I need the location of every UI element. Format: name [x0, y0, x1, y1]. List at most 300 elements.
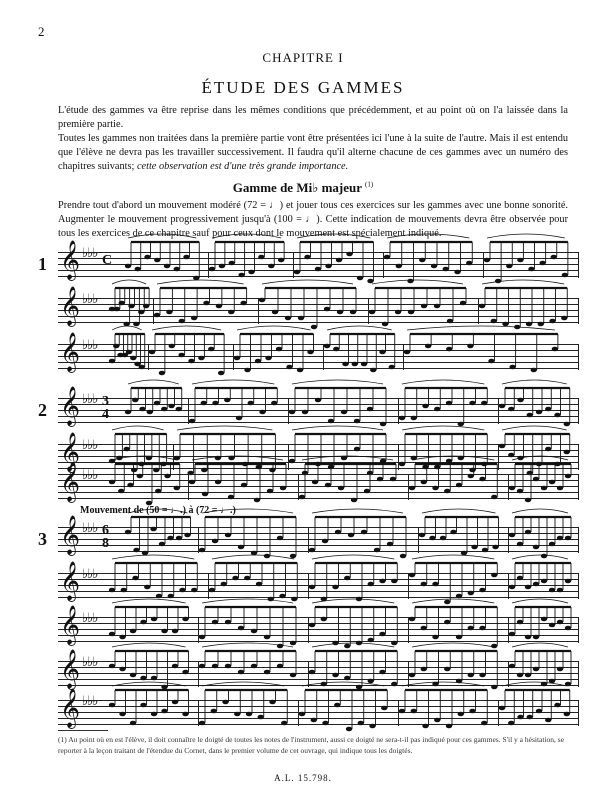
note-head	[541, 554, 547, 559]
note-head	[479, 588, 485, 593]
note-head	[256, 465, 262, 470]
note-head	[395, 310, 401, 315]
note-head	[444, 667, 450, 672]
note-head	[466, 261, 472, 266]
note-head	[411, 416, 417, 421]
note-head	[271, 401, 277, 406]
note-head	[201, 468, 207, 473]
slur	[402, 426, 484, 430]
note-head	[119, 635, 125, 640]
note-head	[199, 548, 205, 553]
note-head	[517, 258, 523, 263]
note-head	[189, 480, 195, 485]
note-head	[144, 255, 150, 260]
note-head	[267, 489, 273, 494]
note-head	[302, 410, 308, 415]
note-head	[431, 264, 437, 269]
note-head	[502, 322, 508, 327]
note-head	[153, 468, 159, 473]
note-head	[517, 673, 523, 678]
note-head	[443, 267, 449, 272]
note-head	[109, 480, 115, 485]
slur	[407, 326, 555, 330]
note-head	[446, 401, 452, 406]
note-head	[238, 626, 244, 631]
note-head	[421, 626, 427, 631]
note-head	[432, 582, 438, 587]
staff	[58, 561, 578, 601]
note-head	[432, 486, 438, 491]
note-head	[311, 718, 317, 723]
note-head	[124, 447, 130, 452]
bar-line	[578, 573, 579, 599]
note-head	[121, 588, 127, 593]
note-head	[350, 310, 356, 315]
note-head	[479, 673, 485, 678]
note-head	[199, 721, 205, 726]
note-head	[126, 350, 132, 355]
note-head	[178, 353, 184, 358]
note-head	[203, 301, 209, 306]
bar-line	[293, 252, 294, 278]
note-head	[408, 310, 414, 315]
note-head	[325, 483, 331, 488]
key-signature-icon: ♭♭♭	[82, 338, 98, 353]
note-head	[208, 347, 214, 352]
note-head	[458, 422, 464, 427]
note-head	[109, 664, 115, 669]
note-head	[172, 664, 178, 669]
bar-line	[578, 398, 579, 424]
bar-line	[308, 573, 309, 599]
note-head	[189, 419, 195, 424]
note-head	[468, 474, 474, 479]
note-sequence	[58, 700, 578, 726]
note-head	[368, 638, 374, 643]
note-head	[525, 635, 531, 640]
note-head	[309, 548, 315, 553]
note-head	[159, 542, 165, 547]
note-head	[328, 419, 334, 424]
treble-clef-icon: 𝄞	[60, 561, 81, 601]
note-head	[525, 530, 531, 535]
note-head	[561, 316, 567, 321]
note-head	[344, 676, 350, 681]
note-head	[324, 344, 330, 349]
bar-line	[578, 444, 579, 470]
bar-line	[578, 617, 579, 643]
note-head	[188, 359, 194, 364]
note-head	[499, 404, 505, 409]
note-head	[456, 594, 462, 599]
note-head	[545, 407, 551, 412]
note-head	[379, 579, 385, 584]
note-head	[337, 310, 343, 315]
note-head	[184, 533, 190, 538]
note-head	[325, 264, 331, 269]
treble-clef-icon: 𝄞	[60, 332, 81, 372]
note-head	[209, 588, 215, 593]
note-sequence	[58, 617, 578, 643]
note-head	[289, 459, 295, 464]
key-signature-icon: ♭♭♭	[82, 655, 98, 670]
note-head	[291, 597, 297, 602]
note-head	[164, 474, 170, 479]
note-head	[346, 727, 352, 732]
bar-line	[478, 298, 479, 324]
page-title: ÉTUDE DES GAMMES	[201, 78, 405, 97]
note-head	[564, 450, 570, 455]
slur	[177, 426, 272, 430]
note-head	[422, 404, 428, 409]
note-sequence	[58, 573, 578, 599]
note-head	[409, 617, 415, 622]
note-head	[336, 258, 342, 263]
note-head	[125, 530, 131, 535]
note-head	[446, 724, 452, 729]
note-head	[251, 664, 257, 669]
note-head	[390, 477, 396, 482]
note-head	[161, 629, 167, 634]
note-head	[161, 407, 167, 412]
note-head	[130, 629, 136, 634]
staff	[38, 240, 578, 280]
footnote-marker: (1)	[365, 180, 374, 189]
note-head	[130, 356, 136, 361]
footnote-rule	[58, 730, 108, 731]
note-head	[499, 444, 505, 449]
note-head	[332, 641, 338, 646]
note-head	[565, 536, 571, 541]
note-head	[334, 703, 340, 708]
note-head	[119, 667, 125, 672]
note-head	[240, 301, 246, 306]
note-head	[481, 401, 487, 406]
note-head	[354, 419, 360, 424]
note-head	[517, 620, 523, 625]
treble-clef-icon: 𝄞	[60, 240, 81, 280]
note-head	[469, 709, 475, 714]
note-head	[557, 486, 563, 491]
slur	[112, 426, 164, 430]
note-head	[368, 679, 374, 684]
note-head	[113, 344, 119, 349]
note-head	[254, 498, 260, 503]
note-head	[528, 267, 534, 272]
note-head	[491, 685, 497, 690]
note-head	[176, 407, 182, 412]
note-head	[127, 483, 133, 488]
note-head	[434, 304, 440, 309]
note-head	[322, 721, 328, 726]
note-head	[268, 597, 274, 602]
note-head	[434, 465, 440, 470]
chapter-heading: CHAPITRE I	[262, 50, 344, 65]
note-head	[151, 712, 157, 717]
note-head	[277, 644, 283, 649]
slur	[512, 643, 568, 647]
note-head	[509, 585, 515, 590]
note-head	[315, 267, 321, 272]
note-head	[299, 712, 305, 717]
note-head	[356, 685, 362, 690]
note-head	[109, 632, 115, 637]
note-head	[545, 447, 551, 452]
note-head	[299, 495, 305, 500]
note-head	[278, 258, 284, 263]
note-head	[154, 401, 160, 406]
slur	[262, 280, 353, 284]
note-head	[332, 585, 338, 590]
time-signature: 3 4	[102, 394, 109, 422]
note-head	[379, 632, 385, 637]
bar-line	[508, 661, 509, 687]
note-head	[161, 685, 167, 690]
note-head	[460, 301, 466, 306]
slur	[402, 380, 484, 384]
note-head	[309, 623, 315, 628]
note-head	[396, 264, 402, 269]
slur	[237, 326, 311, 330]
note-head	[450, 530, 456, 535]
note-head	[533, 545, 539, 550]
note-head	[193, 276, 199, 281]
note-head	[552, 347, 558, 352]
note-head	[557, 588, 563, 593]
exercise-number: 2	[38, 400, 47, 420]
note-head	[557, 667, 563, 672]
note-head	[125, 410, 131, 415]
bar-line	[508, 617, 509, 643]
slur	[292, 426, 383, 430]
note-head	[409, 673, 415, 678]
note-head	[456, 483, 462, 488]
key-signature-icon: ♭♭♭	[82, 438, 98, 453]
bar-line	[398, 398, 399, 424]
intro-paragraph-2	[58, 132, 568, 174]
note-head	[312, 480, 318, 485]
note-head	[539, 261, 545, 266]
note-head	[361, 530, 367, 535]
note-head	[125, 264, 131, 269]
intro-paragraph-2-emphasis: cette observation est d'une très grande importance.	[136, 161, 349, 172]
note-head	[143, 304, 149, 309]
note-head	[370, 368, 376, 373]
slur	[512, 599, 568, 603]
note-head	[264, 670, 270, 675]
bar-line	[398, 444, 399, 470]
note-head	[150, 527, 156, 532]
note-head	[201, 401, 207, 406]
note-head	[399, 709, 405, 714]
bar-line	[578, 298, 579, 324]
note-head	[169, 344, 175, 349]
bar-line	[208, 573, 209, 599]
note-head	[391, 682, 397, 687]
note-head	[444, 489, 450, 494]
note-head	[352, 362, 358, 367]
bar-line	[418, 527, 419, 553]
note-head	[549, 588, 555, 593]
note-head	[168, 404, 174, 409]
note-head	[218, 371, 224, 376]
note-head	[264, 554, 270, 559]
note-head	[133, 322, 139, 327]
bar-line	[398, 700, 399, 726]
note-head	[198, 356, 204, 361]
note-head	[172, 700, 178, 705]
note-head	[429, 536, 435, 541]
note-head	[382, 322, 388, 327]
note-head	[168, 594, 174, 599]
note-head	[368, 582, 374, 587]
note-head	[425, 344, 431, 349]
slur	[192, 380, 274, 384]
note-head	[179, 588, 185, 593]
bar-line	[288, 398, 289, 424]
note-head	[389, 365, 395, 370]
note-head	[551, 255, 557, 260]
slur	[112, 643, 186, 647]
note-head	[297, 368, 303, 373]
note-head	[545, 718, 551, 723]
note-head	[212, 539, 218, 544]
note-head	[421, 582, 427, 587]
note-head	[533, 477, 539, 482]
note-head	[399, 462, 405, 467]
bar-line	[498, 398, 499, 424]
slur	[412, 643, 494, 647]
note-head	[199, 664, 205, 669]
note-head	[119, 712, 125, 717]
note-head	[471, 545, 477, 550]
treble-clef-icon: 𝄞	[60, 432, 81, 472]
note-head	[294, 270, 300, 275]
bar-line	[308, 617, 309, 643]
note-head	[564, 712, 570, 717]
note-head	[212, 620, 218, 625]
note-head	[348, 533, 354, 538]
note-sequence	[58, 527, 578, 553]
bar-line	[578, 474, 579, 500]
note-head	[411, 709, 417, 714]
note-head	[488, 359, 494, 364]
note-head	[130, 673, 136, 678]
note-head	[130, 721, 136, 726]
staff	[58, 462, 578, 502]
note-head	[109, 359, 115, 364]
note-head	[276, 347, 282, 352]
note-head	[379, 670, 385, 675]
note-head	[304, 255, 310, 260]
note-head	[384, 255, 390, 260]
note-head	[562, 273, 568, 278]
note-head	[132, 576, 138, 581]
note-head	[467, 344, 473, 349]
note-head	[161, 709, 167, 714]
note-head	[285, 316, 291, 321]
key-signature-icon: ♭♭♭	[82, 468, 98, 483]
note-head	[144, 585, 150, 590]
note-head	[564, 422, 570, 427]
note-head	[374, 548, 380, 553]
note-head	[159, 371, 165, 376]
time-signature: 6 8	[102, 523, 109, 551]
treble-clef-icon: 𝄞	[60, 688, 81, 728]
treble-clef-icon: 𝄞	[60, 649, 81, 689]
note-head	[209, 267, 215, 272]
note-head	[344, 644, 350, 649]
note-head	[167, 536, 173, 541]
note-head	[469, 401, 475, 406]
note-head	[517, 489, 523, 494]
bar-line	[498, 700, 499, 726]
intro-paragraph-1: L'étude des gammes va être reprise dans les mêmes conditions que précédemment, et au point où on l'a laissée dans la première partie.	[58, 105, 568, 130]
note-head	[332, 673, 338, 678]
note-head	[508, 453, 514, 458]
note-head	[259, 410, 265, 415]
slur	[512, 509, 568, 513]
note-head	[199, 635, 205, 640]
note-head	[527, 715, 533, 720]
note-head	[446, 459, 452, 464]
staff	[38, 515, 578, 555]
bar-line	[198, 527, 199, 553]
note-head	[118, 489, 124, 494]
note-head	[440, 536, 446, 541]
note-head	[211, 709, 217, 714]
note-head	[364, 489, 370, 494]
note-head	[290, 641, 296, 646]
note-head	[123, 322, 129, 327]
note-head	[251, 551, 257, 556]
note-head	[541, 579, 547, 584]
note-head	[491, 573, 497, 578]
note-head	[149, 350, 155, 355]
note-head	[536, 709, 542, 714]
tempo-marking: Mouvement de (50 = ♩.) à (72 = ♩.)	[80, 505, 236, 516]
note-head	[367, 407, 373, 412]
note-head	[225, 620, 231, 625]
note-head	[554, 413, 560, 418]
note-head	[549, 542, 555, 547]
slur	[422, 509, 496, 513]
note-head	[479, 304, 485, 309]
note-head	[114, 307, 120, 312]
bar-line	[173, 444, 174, 470]
note-head	[279, 594, 285, 599]
note-head	[151, 676, 157, 681]
note-head	[468, 626, 474, 631]
note-head	[272, 310, 278, 315]
note-head	[380, 422, 386, 427]
slur	[412, 555, 494, 559]
bar-line	[403, 344, 404, 370]
note-head	[508, 721, 514, 726]
slur	[412, 599, 494, 603]
note-head	[155, 489, 161, 494]
slur	[312, 643, 394, 647]
slur	[152, 326, 221, 330]
note-head	[533, 582, 539, 587]
slur	[502, 380, 567, 384]
note-head	[422, 724, 428, 729]
note-head	[132, 398, 138, 403]
staff	[58, 649, 578, 689]
key-signature-icon: ♭♭♭	[82, 611, 98, 626]
note-head	[565, 626, 571, 631]
note-head	[222, 700, 228, 705]
